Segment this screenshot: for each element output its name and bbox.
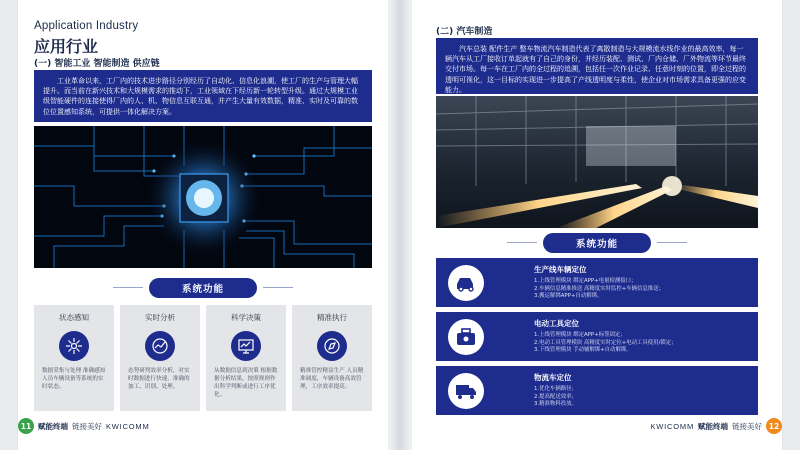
right-page — [412, 0, 782, 450]
feature-title: 物流车定位 — [534, 373, 572, 383]
section-title-automotive: (二) 汽车制造 — [436, 27, 493, 37]
feature-card — [292, 305, 372, 411]
brand-slogan: 链接美好 — [732, 421, 762, 431]
analytics-chart-icon — [145, 331, 175, 361]
feature-card-text: 从数据信息到决策 根据数据分析结果，按照规则作出科学判断或进行工序优化。 — [214, 368, 278, 398]
page-title: 应用行业 — [34, 37, 99, 56]
feature-cards — [34, 305, 372, 411]
feature-line: 1.上线管理模块 绑定APP+标签固定； — [534, 332, 626, 339]
features-label: 系统功能 — [149, 278, 257, 298]
monitor-chart-icon — [231, 331, 261, 361]
car-location-icon — [448, 265, 484, 301]
feature-line: 3.下线管理模块 手动辅解绑+自动解绑。 — [534, 347, 632, 354]
left-page — [18, 0, 388, 450]
page-kicker: Application Industry — [34, 20, 139, 32]
company-name: KWICOMM — [106, 421, 150, 431]
feature-row — [436, 258, 758, 307]
features-label: 系统功能 — [543, 233, 651, 253]
target-compass-icon — [317, 331, 347, 361]
feature-card-title: 实时分析 — [145, 312, 175, 322]
feature-body — [534, 264, 664, 300]
left-footer — [18, 418, 150, 434]
feature-line: 1.优化车辆路径； — [534, 386, 577, 393]
feature-body — [534, 372, 577, 408]
right-footer — [650, 418, 782, 434]
feature-line: 3.搬运解绑APP+自动解绑。 — [534, 293, 603, 300]
feature-card-text: 态势研判效率分析，对实时数据进行快速、准确的加工、识别、处理。 — [128, 368, 190, 390]
factory-line-image — [436, 96, 758, 228]
circuit-chip-image — [34, 126, 372, 268]
section-title-smart-industry: (一) 智能工业 智能制造 供应链 — [34, 59, 160, 69]
feature-card-text: 精准管控精益生产 人员精准调度，车辆设备高效管理，工序效率提高。 — [300, 368, 364, 390]
feature-line: 2.电动工具管理模块 高精度实时定位+电动工具使用/锁定； — [534, 339, 677, 346]
feature-line: 2.车辆信息精准推送 高精度实时监控+车辆信息推送； — [534, 285, 664, 292]
feature-line: 3.精准物料投放。 — [534, 401, 577, 408]
toolbox-location-icon — [448, 319, 484, 355]
feature-row — [436, 366, 758, 415]
feature-card-title: 状态感知 — [59, 312, 89, 322]
intro-paragraph: 工业革命以来，工厂内的技术进步路径分别经历了自动化、信息化浪潮，使工厂的生产与管理大幅提升。而当前在新兴技术和大规模需求的推动下，工业领域在下经历新一轮转型升级。通过大规模工业级智能硬件的连接使得厂内的人、机、物信息互联互通，并产生大量有效数据，精准、实时及可靠的数位位置感知系统，可提供一体化解决方案。 — [34, 70, 372, 122]
sensor-network-icon — [59, 331, 89, 361]
feature-card — [120, 305, 200, 411]
feature-card-text: 数据采集与处理 准确感知人员车辆设备等系统的实时状态。 — [42, 368, 106, 390]
brand-slogan: 链接美好 — [72, 421, 102, 431]
feature-title: 电动工具定位 — [534, 319, 579, 329]
feature-line: 1.上线管理模块 绑定APP+电量检测接口； — [534, 278, 637, 285]
feature-card-title: 精准执行 — [317, 312, 347, 322]
feature-row — [436, 312, 758, 361]
feature-line: 2.提高配送效率； — [534, 393, 577, 400]
page-gutter — [388, 0, 412, 450]
feature-card — [34, 305, 114, 411]
brand-name: 赋能终端 — [698, 421, 728, 431]
brand-name: 赋能终端 — [38, 421, 68, 431]
feature-card — [206, 305, 286, 411]
truck-location-icon — [448, 373, 484, 409]
page-number: 11 — [18, 418, 34, 434]
feature-body — [534, 318, 677, 354]
company-name: KWICOMM — [650, 421, 694, 431]
intro-paragraph: 汽车总装 配件生产 整车物流汽车制造代表了离散制造与大规模流水线作业的最高效率，每一辆汽车从工厂接收订单起就有了自己的身份，并经历装配、测试、厂内仓储、厂外物流等环节最终交付市场。每一车在工厂内的全过程的追溯，包括任一次作业记录、任意时刻的位置，即全过程的透明可视化，这一目标的实现进一步提高了产线透明度与柔性，使企业对市场需求具备更强的应变能力。 — [436, 38, 758, 94]
feature-title: 生产线车辆定位 — [534, 265, 587, 275]
page-number: 12 — [766, 418, 782, 434]
feature-card-title: 科学决策 — [231, 312, 261, 322]
